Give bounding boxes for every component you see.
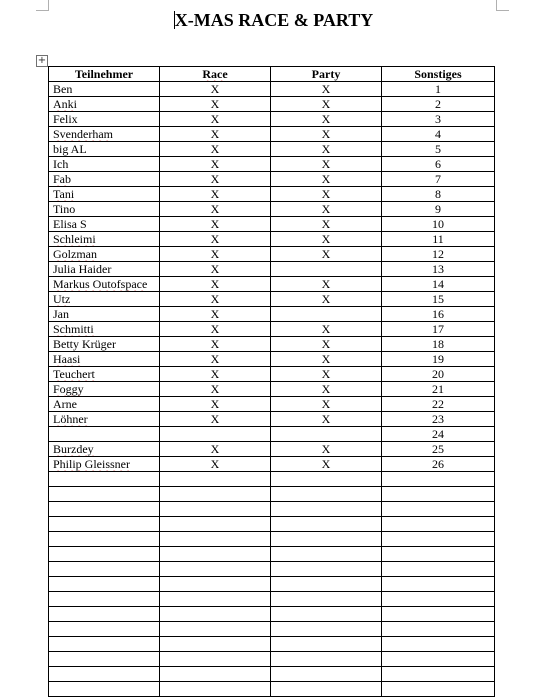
cell-race[interactable] [160, 637, 271, 652]
spellcheck-flagged-text: Burzdey [53, 442, 94, 456]
table-row [49, 442, 495, 457]
cell-party[interactable] [271, 622, 382, 637]
cell-race[interactable] [160, 502, 271, 517]
cell-name[interactable] [49, 172, 160, 187]
cell-party[interactable]: X [271, 202, 382, 217]
cell-sonstiges[interactable] [382, 622, 495, 637]
spellcheck-flagged-text: Haasi [53, 352, 81, 366]
cell-party[interactable] [271, 652, 382, 667]
cell-race[interactable] [160, 487, 271, 502]
table-row [49, 427, 495, 442]
cell-sonstiges[interactable]: 3 [382, 112, 495, 127]
spellcheck-flagged-text: Tani [53, 187, 75, 201]
cell-party[interactable]: X [271, 337, 382, 352]
table-row [49, 247, 495, 262]
cell-race[interactable] [160, 532, 271, 547]
cell-sonstiges[interactable] [382, 562, 495, 577]
table-row [49, 262, 495, 277]
table-row [49, 187, 495, 202]
cell-name[interactable] [49, 247, 160, 262]
cell-name[interactable]: Julia Haider [49, 262, 160, 277]
cell-race[interactable]: X [160, 382, 271, 397]
cell-race[interactable]: X [160, 172, 271, 187]
cell-race[interactable] [160, 577, 271, 592]
cell-race[interactable] [160, 607, 271, 622]
cell-sonstiges[interactable]: 8 [382, 187, 495, 202]
table-row [49, 637, 495, 652]
table-row [49, 667, 495, 682]
cell-name[interactable] [49, 517, 160, 532]
cell-name[interactable] [49, 232, 160, 247]
cell-name[interactable] [49, 577, 160, 592]
cell-name[interactable] [49, 457, 160, 472]
cell-race[interactable]: X [160, 337, 271, 352]
cell-race[interactable]: X [160, 262, 271, 277]
cell-name[interactable] [49, 622, 160, 637]
cell-party[interactable]: X [271, 322, 382, 337]
cell-name[interactable]: big AL [49, 142, 160, 157]
table-row [49, 517, 495, 532]
table-row [49, 307, 495, 322]
cell-party[interactable]: X [271, 277, 382, 292]
cell-party[interactable] [271, 682, 382, 697]
table-row [49, 322, 495, 337]
cell-name[interactable] [49, 562, 160, 577]
cell-party[interactable]: X [271, 97, 382, 112]
cell-name[interactable] [49, 382, 160, 397]
cell-name[interactable] [49, 277, 160, 292]
cell-race[interactable] [160, 667, 271, 682]
table-row [49, 127, 495, 142]
cell-name[interactable] [49, 442, 160, 457]
cell-name[interactable] [49, 427, 160, 442]
cell-race[interactable]: X [160, 112, 271, 127]
cell-party[interactable]: X [271, 292, 382, 307]
cell-party[interactable]: X [271, 442, 382, 457]
cell-sonstiges[interactable] [382, 532, 495, 547]
cell-party[interactable]: X [271, 397, 382, 412]
cell-sonstiges[interactable]: 15 [382, 292, 495, 307]
participants-table [48, 66, 495, 697]
spellcheck-flagged-text: Löhner [53, 412, 88, 426]
cell-race[interactable] [160, 652, 271, 667]
spellcheck-flagged-text: Fab [53, 172, 71, 186]
cell-name[interactable] [49, 502, 160, 517]
cell-sonstiges[interactable] [382, 502, 495, 517]
cell-party[interactable] [271, 307, 382, 322]
table-header-row [49, 67, 495, 82]
cell-sonstiges[interactable]: 12 [382, 247, 495, 262]
cell-sonstiges[interactable]: 25 [382, 442, 495, 457]
cell-race[interactable]: X [160, 277, 271, 292]
cell-party[interactable] [271, 487, 382, 502]
table-row [49, 217, 495, 232]
cell-party[interactable]: X [271, 172, 382, 187]
table-row [49, 367, 495, 382]
header-party[interactable]: Party [271, 67, 382, 82]
header-teilnehmer[interactable]: Teilnehmer [49, 67, 160, 82]
spellcheck-flagged-text: Svenderham [53, 127, 113, 141]
cell-name[interactable] [49, 97, 160, 112]
cell-race[interactable]: X [160, 127, 271, 142]
cell-party[interactable]: X [271, 187, 382, 202]
cell-sonstiges[interactable]: 16 [382, 307, 495, 322]
spellcheck-flagged-text: Schmitti [53, 322, 94, 336]
cell-race[interactable]: X [160, 232, 271, 247]
cell-sonstiges[interactable]: 14 [382, 277, 495, 292]
cell-sonstiges[interactable]: 21 [382, 382, 495, 397]
cell-name[interactable] [49, 607, 160, 622]
header-sonstiges[interactable]: Sonstiges [382, 67, 495, 82]
spellcheck-flagged-text: Foggy [53, 382, 84, 396]
table-row [49, 412, 495, 427]
table-row [49, 592, 495, 607]
cell-race[interactable] [160, 682, 271, 697]
cell-sonstiges[interactable] [382, 637, 495, 652]
document-title-text: X-MAS RACE & PARTY [174, 10, 374, 30]
table-row [49, 622, 495, 637]
table-row [49, 562, 495, 577]
table-row [49, 397, 495, 412]
cell-race[interactable] [160, 622, 271, 637]
cell-party[interactable] [271, 262, 382, 277]
cell-party[interactable]: X [271, 352, 382, 367]
cell-name[interactable]: Ich [49, 157, 160, 172]
cell-name[interactable] [49, 322, 160, 337]
cell-party[interactable]: X [271, 412, 382, 427]
cell-name[interactable] [49, 472, 160, 487]
cell-name[interactable] [49, 187, 160, 202]
cell-sonstiges[interactable]: 13 [382, 262, 495, 277]
table-row [49, 172, 495, 187]
table-row [49, 82, 495, 97]
spellcheck-flagged-text: Race [202, 67, 228, 81]
cell-sonstiges[interactable]: 22 [382, 397, 495, 412]
cell-party[interactable]: X [271, 367, 382, 382]
spellcheck-flagged-text: Schleimi [53, 232, 96, 246]
cell-party[interactable] [271, 667, 382, 682]
cell-race[interactable]: X [160, 142, 271, 157]
cell-name[interactable] [49, 532, 160, 547]
table-row [49, 532, 495, 547]
cell-party[interactable]: X [271, 82, 382, 97]
cell-name[interactable] [49, 682, 160, 697]
table-row [49, 277, 495, 292]
spellcheck-flagged-text: Golzman [53, 247, 97, 261]
cell-race[interactable]: X [160, 442, 271, 457]
cell-race[interactable] [160, 472, 271, 487]
cell-race[interactable]: X [160, 247, 271, 262]
table-row [49, 202, 495, 217]
cell-race[interactable]: X [160, 412, 271, 427]
cell-sonstiges[interactable] [382, 517, 495, 532]
cell-name[interactable] [49, 367, 160, 382]
cell-name[interactable] [49, 592, 160, 607]
cell-party[interactable]: X [271, 217, 382, 232]
spellcheck-flagged-text: Teuchert [53, 367, 95, 381]
cell-race[interactable]: X [160, 307, 271, 322]
table-row [49, 457, 495, 472]
table-row [49, 142, 495, 157]
cell-race[interactable] [160, 547, 271, 562]
cell-name[interactable]: Ben [49, 82, 160, 97]
cell-sonstiges[interactable]: 9 [382, 202, 495, 217]
spellcheck-flagged-text: Philip Gleissner [53, 457, 130, 471]
cell-sonstiges[interactable] [382, 607, 495, 622]
cell-sonstiges[interactable]: 2 [382, 97, 495, 112]
table-row [49, 607, 495, 622]
cell-sonstiges[interactable] [382, 667, 495, 682]
cell-race[interactable] [160, 427, 271, 442]
table-row [49, 97, 495, 112]
cell-sonstiges[interactable]: 19 [382, 352, 495, 367]
cell-party[interactable] [271, 577, 382, 592]
table-row [49, 337, 495, 352]
cell-sonstiges[interactable]: 6 [382, 157, 495, 172]
cell-sonstiges[interactable] [382, 577, 495, 592]
cell-race[interactable]: X [160, 322, 271, 337]
cell-party[interactable] [271, 502, 382, 517]
cell-name[interactable] [49, 292, 160, 307]
document-title[interactable] [0, 10, 547, 31]
table-row [49, 487, 495, 502]
cell-race[interactable]: X [160, 457, 271, 472]
cell-race[interactable]: X [160, 157, 271, 172]
cell-sonstiges[interactable]: 24 [382, 427, 495, 442]
cell-party[interactable] [271, 517, 382, 532]
cell-party[interactable]: X [271, 142, 382, 157]
spellcheck-flagged-text: Anki [53, 97, 77, 111]
cell-race[interactable]: X [160, 397, 271, 412]
cell-sonstiges[interactable]: 20 [382, 367, 495, 382]
cell-sonstiges[interactable]: 18 [382, 337, 495, 352]
table-row [49, 502, 495, 517]
cell-party[interactable] [271, 472, 382, 487]
cell-sonstiges[interactable]: 4 [382, 127, 495, 142]
cell-party[interactable]: X [271, 247, 382, 262]
cell-name[interactable] [49, 637, 160, 652]
cell-sonstiges[interactable]: 5 [382, 142, 495, 157]
cell-party[interactable] [271, 547, 382, 562]
cell-sonstiges[interactable]: 7 [382, 172, 495, 187]
cell-party[interactable]: X [271, 457, 382, 472]
cell-sonstiges[interactable]: 1 [382, 82, 495, 97]
cell-sonstiges[interactable] [382, 487, 495, 502]
table-row [49, 547, 495, 562]
cell-race[interactable]: X [160, 352, 271, 367]
cell-party[interactable] [271, 607, 382, 622]
cell-race[interactable]: X [160, 97, 271, 112]
cell-sonstiges[interactable]: 10 [382, 217, 495, 232]
cell-sonstiges[interactable]: 23 [382, 412, 495, 427]
cell-name[interactable]: Tino [49, 202, 160, 217]
cell-sonstiges[interactable] [382, 547, 495, 562]
cell-party[interactable] [271, 427, 382, 442]
cell-race[interactable]: X [160, 82, 271, 97]
spellcheck-flagged-text: Utz [53, 292, 71, 306]
cell-sonstiges[interactable] [382, 652, 495, 667]
cell-party[interactable] [271, 532, 382, 547]
cell-name[interactable]: Betty Krüger [49, 337, 160, 352]
table-row [49, 382, 495, 397]
cell-race[interactable]: X [160, 187, 271, 202]
cell-name[interactable] [49, 667, 160, 682]
cell-name[interactable] [49, 352, 160, 367]
cell-race[interactable]: X [160, 202, 271, 217]
cell-party[interactable]: X [271, 157, 382, 172]
cell-party[interactable]: X [271, 127, 382, 142]
cell-sonstiges[interactable] [382, 472, 495, 487]
table-row [49, 652, 495, 667]
cell-race[interactable]: X [160, 292, 271, 307]
header-race[interactable] [160, 67, 271, 82]
table-row [49, 292, 495, 307]
table-row [49, 577, 495, 592]
cell-name[interactable] [49, 127, 160, 142]
cell-party[interactable] [271, 592, 382, 607]
table-row [49, 157, 495, 172]
cell-race[interactable]: X [160, 367, 271, 382]
cell-name[interactable]: Felix [49, 112, 160, 127]
cell-race[interactable] [160, 592, 271, 607]
cell-sonstiges[interactable]: 11 [382, 232, 495, 247]
cell-sonstiges[interactable]: 17 [382, 322, 495, 337]
cell-party[interactable]: X [271, 232, 382, 247]
spellcheck-flagged-text: Markus Outofspace [53, 277, 148, 291]
table-row [49, 472, 495, 487]
cell-name[interactable]: Arne [49, 397, 160, 412]
table-move-handle-icon[interactable]: + [37, 55, 47, 66]
cell-sonstiges[interactable] [382, 682, 495, 697]
cell-party[interactable] [271, 637, 382, 652]
cell-sonstiges[interactable]: 26 [382, 457, 495, 472]
cell-race[interactable]: X [160, 217, 271, 232]
cell-race[interactable] [160, 562, 271, 577]
table-row [49, 112, 495, 127]
cell-party[interactable]: X [271, 112, 382, 127]
cell-name[interactable]: Jan [49, 307, 160, 322]
table-row [49, 232, 495, 247]
cell-party[interactable]: X [271, 382, 382, 397]
cell-name[interactable] [49, 487, 160, 502]
cell-sonstiges[interactable] [382, 592, 495, 607]
cell-name[interactable]: Elisa S [49, 217, 160, 232]
table-row [49, 682, 495, 697]
cell-party[interactable] [271, 562, 382, 577]
cell-name[interactable] [49, 652, 160, 667]
cell-name[interactable] [49, 412, 160, 427]
table-row [49, 352, 495, 367]
cell-race[interactable] [160, 517, 271, 532]
cell-name[interactable] [49, 547, 160, 562]
